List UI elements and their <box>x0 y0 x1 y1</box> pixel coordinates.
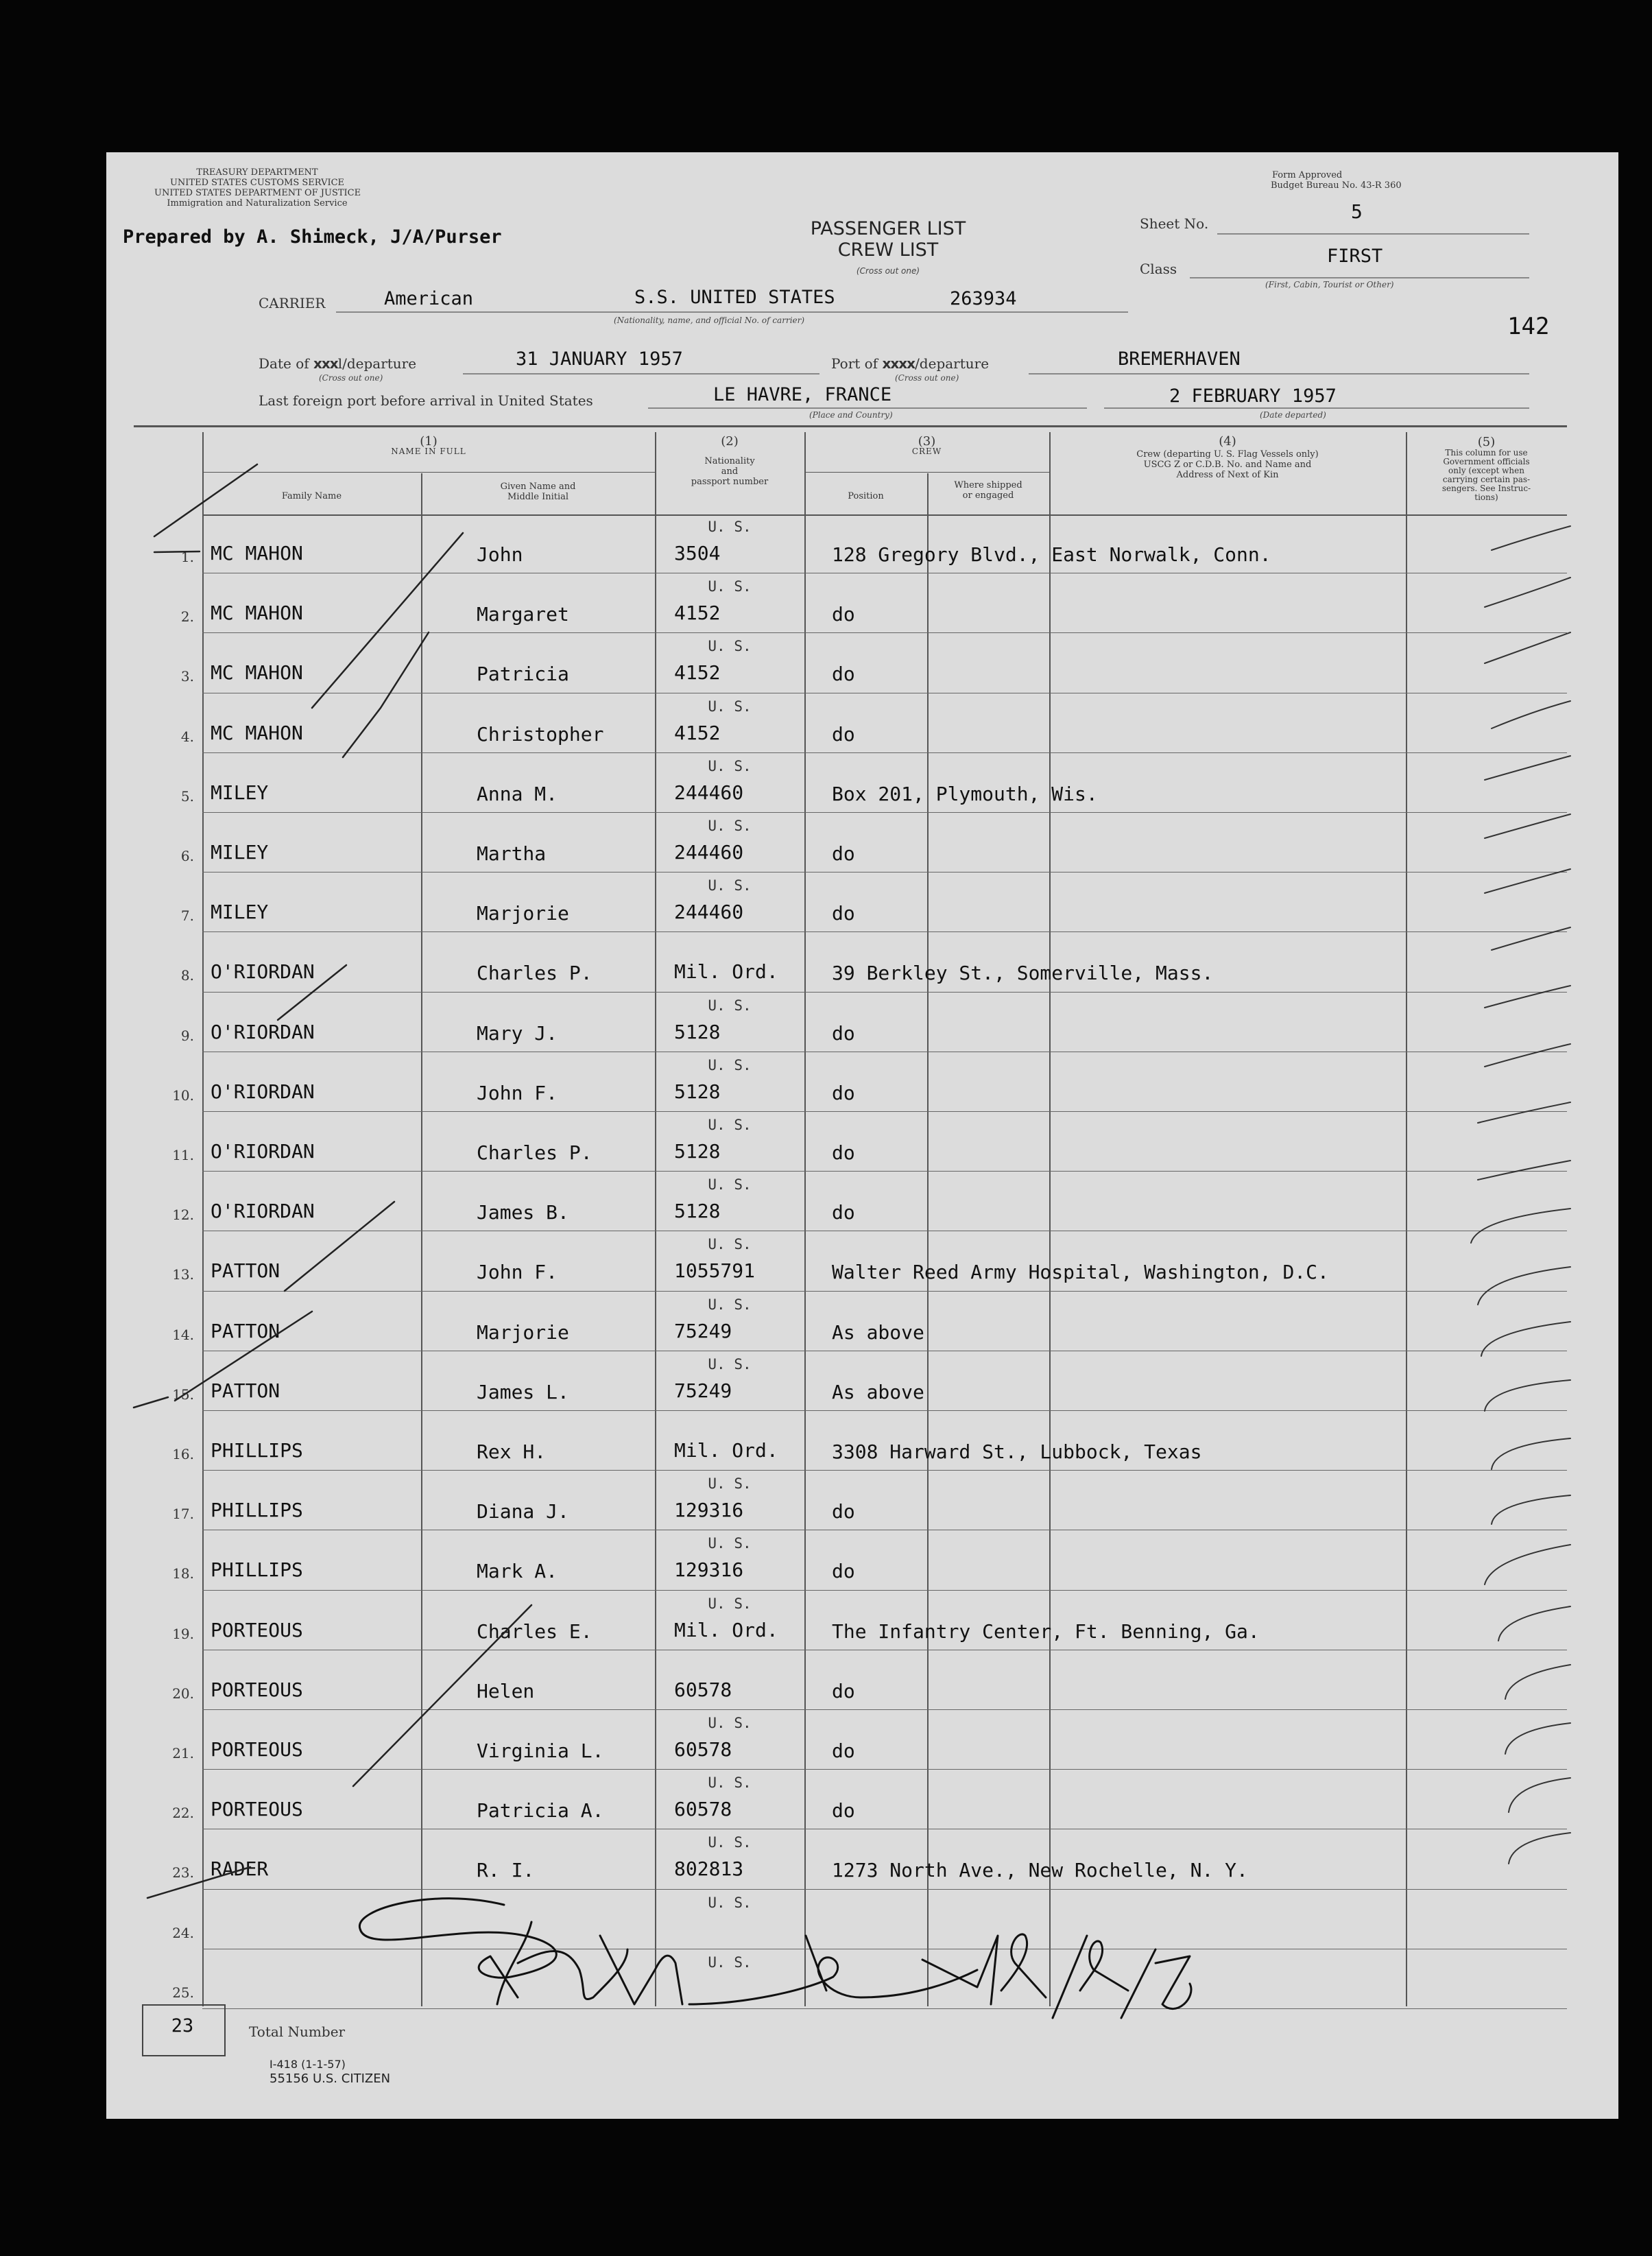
passport-number: Mil. Ord. <box>674 1439 778 1462</box>
next-of-kin-address: do <box>832 603 855 626</box>
date-of-note: (Cross out one) <box>319 373 383 383</box>
passport-number: 5128 <box>674 1080 721 1103</box>
row-number: 23. <box>172 1864 194 1881</box>
tick-mark <box>1505 1723 1570 1754</box>
tick-mark <box>147 1867 250 1898</box>
tick-mark <box>154 464 257 536</box>
row-number: 7. <box>180 907 194 925</box>
agency-line-3: UNITED STATES DEPARTMENT OF JUSTICE <box>154 188 361 198</box>
given-name: Mary J. <box>477 1021 558 1045</box>
sheet-value: 5 <box>1351 200 1363 223</box>
title-passenger-list: PASSENGER LIST <box>810 218 966 239</box>
tick-mark <box>343 632 429 757</box>
row-number: 10. <box>172 1087 194 1104</box>
footer-form-no: I-418 (1-1-57) <box>270 2058 346 2071</box>
prepared-by: Prepared by A. Shimeck, J/A/Purser <box>123 226 502 248</box>
family-name: MC MAHON <box>211 661 303 685</box>
next-of-kin-address: 39 Berkley St., Somerville, Mass. <box>832 962 1214 985</box>
tick-mark <box>1478 1161 1570 1180</box>
date-of-value: 31 JANUARY 1957 <box>516 348 683 370</box>
row-number: 2. <box>180 608 194 626</box>
page-number: 142 <box>1507 313 1550 340</box>
tick-mark <box>1492 526 1570 550</box>
family-name: O'RIORDAN <box>211 960 315 984</box>
tick-mark <box>175 1311 312 1401</box>
given-name: Patricia <box>477 663 569 686</box>
given-name: Charles P. <box>477 962 592 985</box>
next-of-kin-address: do <box>832 1679 855 1702</box>
next-of-kin-address: do <box>832 1560 855 1583</box>
family-name: MC MAHON <box>211 542 303 565</box>
agency-line-4: Immigration and Naturalization Service <box>167 198 348 209</box>
next-of-kin-address: Walter Reed Army Hospital, Washington, D.C. <box>832 1261 1329 1284</box>
passport-number: 3504 <box>674 542 721 565</box>
nationality: U. S. <box>708 818 752 834</box>
col5-num: (5) <box>1477 435 1496 449</box>
tick-mark <box>1498 1606 1570 1641</box>
row-number: 9. <box>180 1027 194 1044</box>
tick-mark <box>1492 927 1570 950</box>
row-number: 24. <box>172 1924 194 1941</box>
col2-l3: passport number <box>691 477 769 487</box>
col1-sub-family: Family Name <box>281 491 342 501</box>
tick-mark <box>312 533 463 708</box>
next-of-kin-address: do <box>832 902 855 925</box>
passport-number: 5128 <box>674 1200 721 1223</box>
passport-number: 60578 <box>674 1678 732 1701</box>
total-label: Total Number <box>249 2023 346 2040</box>
nationality: U. S. <box>708 1117 752 1133</box>
tick-mark <box>1485 986 1570 1008</box>
carrier-note: (Nationality, name, and official No. of carrier) <box>614 316 805 325</box>
passport-number: 802813 <box>674 1857 744 1881</box>
nationality: U. S. <box>708 1954 752 1971</box>
given-name: Marjorie <box>477 902 569 925</box>
col2-l1: Nationality <box>704 456 755 466</box>
signature <box>359 1899 1191 2018</box>
col4-l1: Crew (departing U. S. Flag Vessels only) <box>1136 449 1319 460</box>
next-of-kin-address: do <box>832 1201 855 1224</box>
next-of-kin-address: do <box>832 1021 855 1045</box>
col4-l2: USCG Z or C.D.B. No. and Name and <box>1143 460 1312 470</box>
col5-l5: sengers. See Instruc- <box>1441 484 1531 493</box>
carrier-label: CARRIER <box>259 295 326 311</box>
row-number: 22. <box>172 1805 194 1822</box>
passport-number: 5128 <box>674 1140 721 1163</box>
next-of-kin-address: 3308 Harward St., Lubbock, Texas <box>832 1440 1202 1463</box>
nationality: U. S. <box>708 698 752 715</box>
tick-mark <box>1505 1665 1570 1699</box>
form-approved-line-1: Form Approved <box>1272 170 1343 180</box>
class-note: (First, Cabin, Tourist or Other) <box>1265 280 1394 289</box>
carrier-number: 263934 <box>950 288 1017 309</box>
tick-mark <box>1478 1102 1570 1123</box>
passport-number: 129316 <box>674 1558 744 1582</box>
family-name: MILEY <box>211 901 269 924</box>
tick-mark <box>1485 632 1570 663</box>
row-number: 18. <box>172 1565 194 1582</box>
row-number: 14. <box>172 1326 194 1343</box>
family-name: O'RIORDAN <box>211 1020 315 1043</box>
family-name: MC MAHON <box>211 721 303 744</box>
port-of-note: (Cross out one) <box>895 373 959 383</box>
next-of-kin-address: do <box>832 1081 855 1104</box>
form-approved-line-2: Budget Bureau No. 43-R 360 <box>1271 180 1402 191</box>
given-name: Diana J. <box>477 1500 569 1523</box>
last-port-note: (Place and Country) <box>809 410 893 420</box>
nationality: U. S. <box>708 1176 752 1194</box>
row-number: 3. <box>180 668 194 685</box>
tick-mark <box>285 1202 394 1291</box>
next-of-kin-address: do <box>832 842 855 865</box>
tick-mark <box>353 1605 531 1786</box>
family-name: MILEY <box>211 781 269 804</box>
agency-line-1: TREASURY DEPARTMENT <box>196 167 318 178</box>
tick-mark <box>278 965 346 1020</box>
given-name: Charles P. <box>477 1141 592 1164</box>
agency-line-2: UNITED STATES CUSTOMS SERVICE <box>169 178 345 188</box>
row-number: 16. <box>172 1446 194 1462</box>
tick-mark <box>1509 1833 1570 1864</box>
nationality: U. S. <box>708 1535 752 1552</box>
col3-sub-position: Position <box>848 491 884 501</box>
date-of-label-pre: Date of <box>259 355 309 372</box>
given-name: John F. <box>477 1261 558 1284</box>
nationality: U. S. <box>708 1715 752 1731</box>
total-value: 23 <box>171 2015 194 2037</box>
row-number: 8. <box>180 967 194 984</box>
carrier-vessel: S.S. UNITED STATES <box>634 287 835 308</box>
passport-number: 1055791 <box>674 1259 756 1283</box>
col1-num: (1) <box>420 434 438 449</box>
col3-title: CREW <box>911 447 942 456</box>
given-name: Anna M. <box>477 782 558 805</box>
tick-mark <box>1485 1545 1570 1584</box>
col5-l3: only (except when <box>1448 466 1524 475</box>
col1-title: NAME IN FULL <box>391 447 466 456</box>
nationality: U. S. <box>708 997 752 1014</box>
passport-number: 5128 <box>674 1020 721 1043</box>
given-name: Charles E. <box>477 1619 592 1643</box>
next-of-kin-address: As above <box>832 1380 924 1403</box>
handwriting-overlay <box>106 152 1618 2119</box>
tick-mark <box>1492 701 1570 728</box>
passport-number: 244460 <box>674 781 744 804</box>
col5-l2: Government officials <box>1443 457 1530 466</box>
row-number: 20. <box>172 1685 194 1702</box>
port-of-label-post: /departure <box>915 355 990 372</box>
passport-number: Mil. Ord. <box>674 960 778 984</box>
last-port-label: Last foreign port before arrival in United States <box>259 392 593 409</box>
next-of-kin-address: do <box>832 663 855 686</box>
row-number: 13. <box>172 1266 194 1283</box>
port-of-value: BREMERHAVEN <box>1118 348 1241 370</box>
tick-mark <box>1485 1380 1570 1411</box>
col3-num: (3) <box>918 434 936 449</box>
family-name: O'RIORDAN <box>211 1200 315 1223</box>
passport-number: Mil. Ord. <box>674 1618 778 1641</box>
passport-number: 60578 <box>674 1798 732 1821</box>
next-of-kin-address: do <box>832 1500 855 1523</box>
passport-number: 244460 <box>674 901 744 924</box>
passport-number: 244460 <box>674 841 744 864</box>
tick-mark <box>1485 578 1570 607</box>
family-name: PHILLIPS <box>211 1439 303 1462</box>
given-name: Martha <box>477 842 547 865</box>
last-date-value: 2 FEBRUARY 1957 <box>1169 385 1337 407</box>
col4-num: (4) <box>1219 434 1236 449</box>
next-of-kin-address: The Infantry Center, Ft. Benning, Ga. <box>832 1619 1260 1643</box>
given-name: Christopher <box>477 722 604 746</box>
col1-sub-given-b: Middle Initial <box>507 492 569 502</box>
port-of-struck: xxxx <box>882 355 915 372</box>
family-name: PORTEOUS <box>211 1618 303 1641</box>
tick-mark <box>1492 1438 1570 1469</box>
port-of-label-pre: Port of <box>831 355 878 372</box>
family-name: PHILLIPS <box>211 1558 303 1582</box>
row-number: 5. <box>180 787 194 805</box>
family-name: O'RIORDAN <box>211 1080 315 1103</box>
col2-num: (2) <box>721 434 739 449</box>
tick-mark <box>1492 1495 1570 1524</box>
nationality: U. S. <box>708 1236 752 1253</box>
family-name: O'RIORDAN <box>211 1140 315 1163</box>
row-number: 4. <box>180 728 194 745</box>
passport-number: 4152 <box>674 602 721 625</box>
nationality: U. S. <box>708 1595 752 1612</box>
passport-number: 75249 <box>674 1379 732 1402</box>
col2-l2: and <box>721 466 739 477</box>
row-number: 15. <box>172 1386 194 1403</box>
nationality: U. S. <box>708 1894 752 1911</box>
last-port-value: LE HAVRE, FRANCE <box>713 384 892 405</box>
given-name: Margaret <box>477 603 569 626</box>
tick-mark <box>134 1397 168 1408</box>
passport-number: 4152 <box>674 661 721 685</box>
family-name: PATTON <box>211 1319 280 1342</box>
family-name: PATTON <box>211 1259 280 1283</box>
family-name: MILEY <box>211 841 269 864</box>
given-name: R. I. <box>477 1859 535 1882</box>
class-value: FIRST <box>1327 246 1383 267</box>
nationality: U. S. <box>708 1774 752 1792</box>
given-name: James L. <box>477 1380 569 1403</box>
nationality: U. S. <box>708 1475 752 1493</box>
col3-sub-shipped-b: or engaged <box>962 490 1014 501</box>
family-name: PORTEOUS <box>211 1738 303 1761</box>
passport-number: 4152 <box>674 721 721 744</box>
nationality: U. S. <box>708 1834 752 1851</box>
last-date-note: (Date departed) <box>1260 410 1326 420</box>
tick-mark <box>1485 869 1570 893</box>
row-number: 21. <box>172 1745 194 1761</box>
family-name: MC MAHON <box>211 602 303 625</box>
given-name: Virginia L. <box>477 1740 604 1762</box>
passport-number: 60578 <box>674 1738 732 1761</box>
given-name: Helen <box>477 1679 535 1702</box>
next-of-kin-address: 128 Gregory Blvd., East Norwalk, Conn. <box>832 543 1271 566</box>
footer-code: 55156 U.S. CITIZEN <box>270 2071 391 2086</box>
family-name: RADER <box>211 1857 269 1881</box>
class-label: Class <box>1140 261 1177 277</box>
family-name: PHILLIPS <box>211 1499 303 1522</box>
date-of-label-post: l/departure <box>337 355 417 372</box>
title-note: (Cross out one) <box>856 266 920 276</box>
row-number: 1. <box>180 549 194 565</box>
family-name: PORTEOUS <box>211 1678 303 1701</box>
next-of-kin-address: As above <box>832 1320 924 1344</box>
given-name: Marjorie <box>477 1320 569 1344</box>
next-of-kin-address: 1273 North Ave., New Rochelle, N. Y. <box>832 1859 1248 1882</box>
col4-l3: Address of Next of Kin <box>1176 470 1279 480</box>
col1-sub-given-a: Given Name and <box>500 482 576 492</box>
row-number: 12. <box>172 1207 194 1224</box>
nationality: U. S. <box>708 519 752 535</box>
given-name: James B. <box>477 1201 569 1224</box>
row-number: 25. <box>172 1984 194 2001</box>
tick-mark <box>1481 1322 1570 1356</box>
family-name: PATTON <box>211 1379 280 1402</box>
nationality: U. S. <box>708 1355 752 1373</box>
nationality: U. S. <box>708 757 752 774</box>
next-of-kin-address: do <box>832 1740 855 1762</box>
passenger-list-page <box>106 152 1618 2119</box>
tick-mark <box>1471 1209 1570 1243</box>
family-name: PORTEOUS <box>211 1798 303 1821</box>
carrier-nationality: American <box>384 288 474 309</box>
given-name: Mark A. <box>477 1560 558 1583</box>
next-of-kin-address: do <box>832 1141 855 1164</box>
passport-number: 129316 <box>674 1499 744 1522</box>
given-name: John <box>477 543 523 566</box>
tick-mark <box>1485 814 1570 838</box>
tick-mark <box>1485 756 1570 780</box>
tick-mark <box>154 551 200 552</box>
tick-mark <box>1485 1044 1570 1067</box>
date-of-struck: xxx <box>313 355 338 372</box>
nationality: U. S. <box>708 638 752 655</box>
col5-l6: tions) <box>1474 492 1498 502</box>
col5-l1: This column for use <box>1445 448 1528 458</box>
next-of-kin-address: do <box>832 1799 855 1822</box>
given-name: John F. <box>477 1081 558 1104</box>
col5-l4: carrying certain pas- <box>1442 475 1531 484</box>
title-crew-list: CREW LIST <box>837 239 939 261</box>
row-number: 11. <box>172 1147 194 1163</box>
sheet-label: Sheet No. <box>1140 215 1209 232</box>
given-name: Patricia A. <box>477 1799 604 1822</box>
passport-number: 75249 <box>674 1319 732 1342</box>
tick-mark <box>1509 1778 1570 1812</box>
next-of-kin-address: Box 201, Plymouth, Wis. <box>832 782 1098 805</box>
row-number: 19. <box>172 1625 194 1642</box>
nationality: U. S. <box>708 1296 752 1313</box>
nationality: U. S. <box>708 1056 752 1073</box>
given-name: Rex H. <box>477 1440 547 1463</box>
col3-sub-shipped-a: Where shipped <box>954 480 1022 490</box>
row-number: 17. <box>172 1506 194 1523</box>
nationality: U. S. <box>708 578 752 595</box>
nationality: U. S. <box>708 877 752 894</box>
next-of-kin-address: do <box>832 722 855 746</box>
tick-mark <box>1478 1267 1570 1305</box>
row-number: 6. <box>180 848 194 864</box>
